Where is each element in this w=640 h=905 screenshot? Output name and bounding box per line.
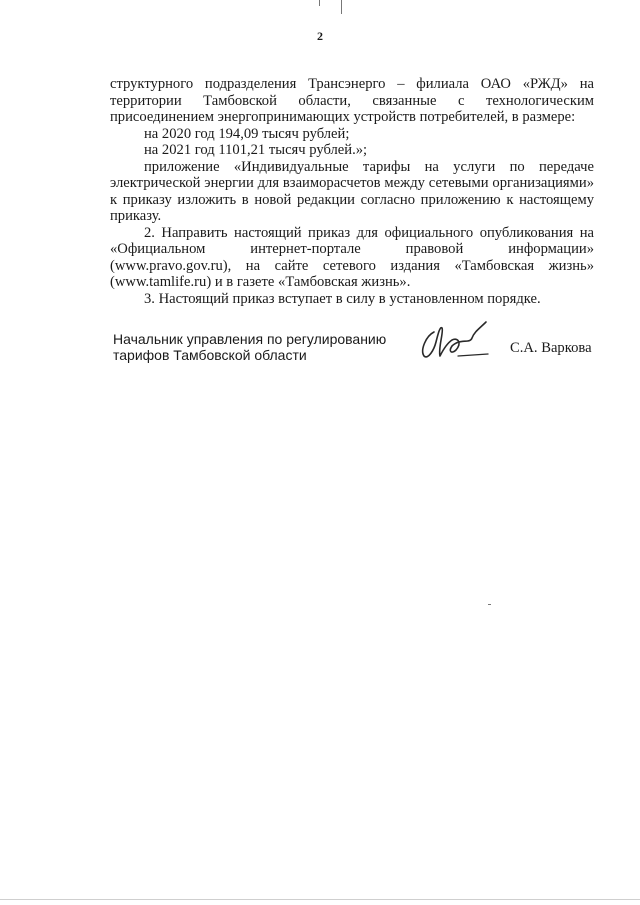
paragraph-appendix: приложение «Индивидуальные тарифы на услуги по передаче электрической энергии для взаиморасчетов между сетевыми организациями» к приказу изложить в новой редакции согласно приложению к настоящему приказу. xyxy=(110,158,594,224)
page-number: 2 xyxy=(317,29,323,43)
document-body xyxy=(110,76,594,307)
scan-mark-top xyxy=(319,0,320,6)
paragraph-continuation: структурного подразделения Трансэнерго – филиала ОАО «РЖД» на территории Тамбовской области, связанные с технологическим присоединением энергопринимающих устройств потребителей, в размере: xyxy=(110,76,594,125)
signatory-title xyxy=(113,331,403,363)
paragraph-amount-2020: на 2020 год 194,09 тысяч рублей; xyxy=(144,125,350,142)
signatory-title-line1: Начальник управления по регулированию xyxy=(113,331,387,347)
signatory-title-line2: тарифов Тамбовской области xyxy=(113,347,307,363)
scan-bottom-edge xyxy=(0,899,640,900)
signatory-name: С.А. Варкова xyxy=(510,340,592,356)
paragraph-effect: 3. Настоящий приказ вступает в силу в установленном порядке. xyxy=(144,290,541,307)
scan-mark-top-right xyxy=(341,0,342,14)
scan-speck xyxy=(488,604,491,605)
paragraph-publication: 2. Направить настоящий приказ для официального опубликования на «Официальном интернет-портале правовой информации» (www.pravo.gov.ru), на сайте сетевого издания «Тамбовская жизнь» (www.tamlife.ru) и в газете «Тамбовская жизнь». xyxy=(110,224,594,290)
handwritten-signature xyxy=(418,316,496,362)
paragraph-amount-2021: на 2021 год 1101,21 тысяч рублей.»; xyxy=(144,142,368,158)
